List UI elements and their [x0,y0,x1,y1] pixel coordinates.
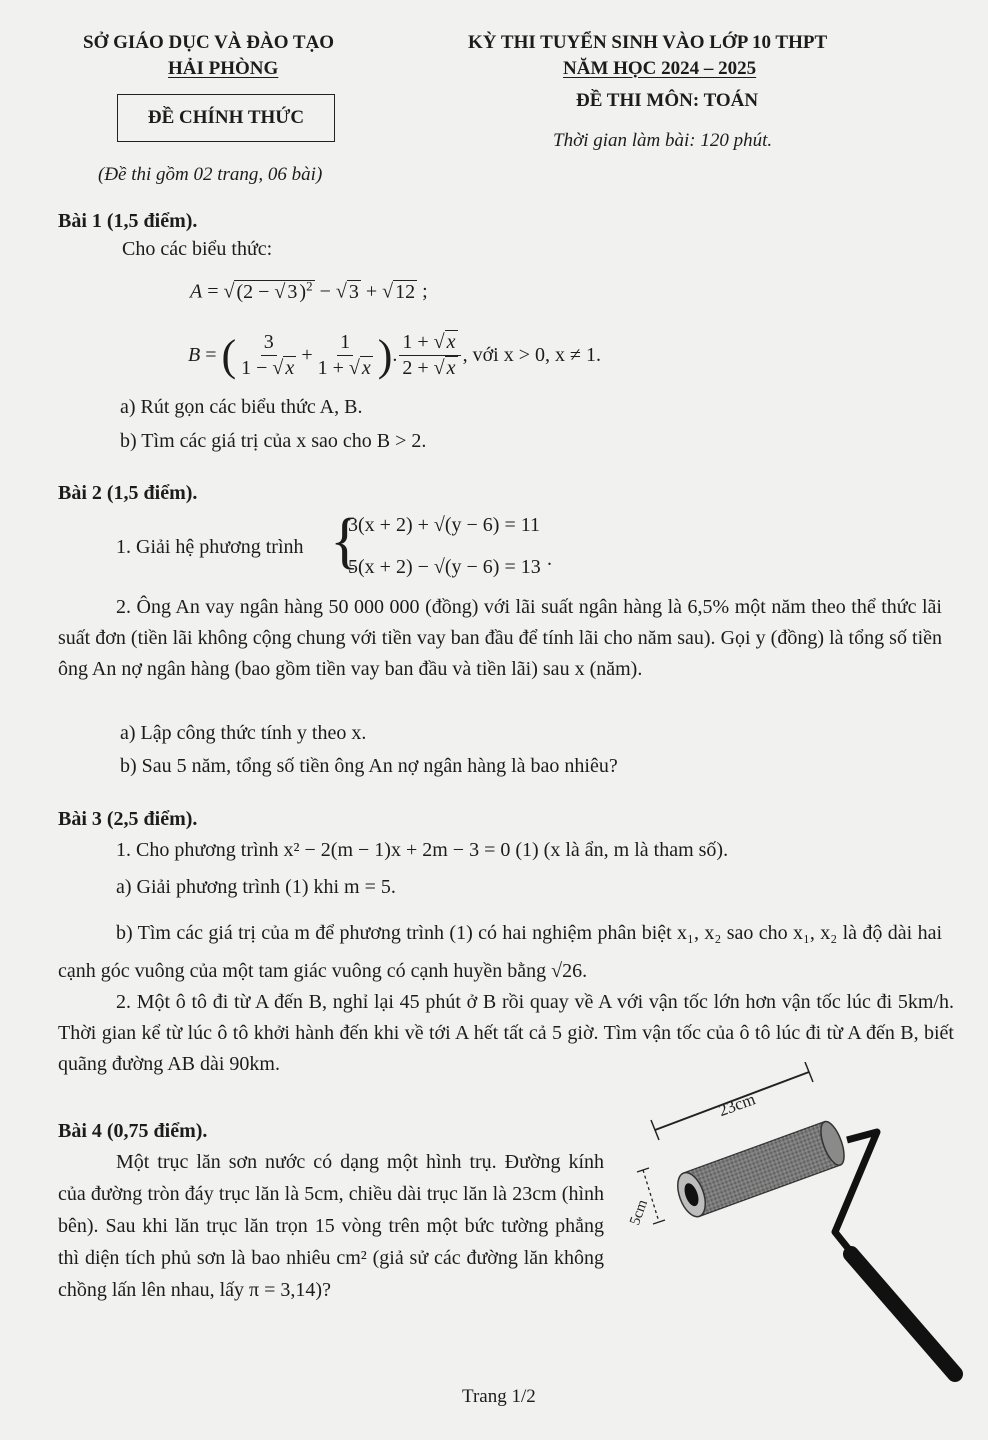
bai2-part-a: a) Lập công thức tính y theo x. [120,722,367,744]
department-name: SỞ GIÁO DỤC VÀ ĐÀO TẠO [83,32,335,53]
bai2-q1: 1. Giải hệ phương trình [116,536,304,558]
bai2-title: Bài 2 (1,5 điểm). [58,482,198,504]
bai2-part-b: b) Sau 5 năm, tổng số tiền ông An nợ ngân hàng là bao nhiêu? [120,755,618,777]
exam-note: (Đề thi gồm 02 trang, 06 bài) [98,164,323,185]
diameter-label: 5cm [627,1197,652,1228]
bai2-q2: 2. Ông An vay ngân hàng 50 000 000 (đồng) với lãi suất ngân hàng là 6,5% một năm theo thể thức lãi suất đơn (tiền lãi không cộng chung với tiền vay ban đầu để tính lãi cho năm sau). Gọi y (đồng) là tổng số tiền ông An nợ ngân hàng (bao gồm tiền vay ban đầu và tiền lãi) sau x (năm). [58,596,942,680]
bai3-part-b: b) Tìm các giá trị của m để phương trình (1) có hai nghiệm phân biệt x₁, x₂ sao cho x₁, x₂ là độ dài hai cạnh góc vuông của một tam giác vuông có cạnh huyền bằng √26. [58,922,942,982]
bai4-title: Bài 4 (0,75 điểm). [58,1120,208,1142]
bai4-text: Một trục lăn sơn nước có dạng một hình trụ. Đường kính của đường tròn đáy trục lăn là 5cm, chiều dài trục lăn là 23cm (hình bên). Sau khi lăn trục lăn trọn 15 vòng trên một bức tường phẳng thì diện tích phủ sơn là bao nhiêu cm² (giả sử các đường lăn không chồng lấn lên nhau, lấy π = 3,14)? [58,1151,604,1301]
exam-time: Thời gian làm bài: 120 phút. [553,130,773,151]
page-number: Trang 1/2 [462,1386,536,1407]
bai1-part-a: a) Rút gọn các biểu thức A, B. [120,396,363,418]
system-period: . [547,548,552,570]
system-eq2: 5(x + 2) − √(y − 6) = 13 [348,556,541,578]
bai1-intro: Cho các biểu thức: [122,238,273,260]
official-box: ĐỀ CHÍNH THỨC [117,94,335,142]
system-eq1: 3(x + 2) + √(y − 6) = 11 [348,514,540,536]
school-year: NĂM HỌC 2024 – 2025 [563,58,757,79]
bai3-q1: 1. Cho phương trình x² − 2(m − 1)x + 2m − 3 = 0 (1) (x là ẩn, m là tham số). [116,839,729,861]
bai1-expression-b: B = ( $\frac{3}{1 - √ x}$ + $\frac{1}{1 + √ x}$ ) . $\frac{1 + √ x}{2 + √ x}$ , với x > 0, x ≠ 1. [188,331,601,380]
bai3-q2: 2. Một ô tô đi từ A đến B, nghỉ lại 45 phút ở B rồi quay về A với vận tốc lớn hơn vận tốc lúc đi 5km/h. Thời gian kể từ lúc ô tô khởi hành đến khi về tới A hết tất cả 5 giờ. Tìm vận tốc của ô tô lúc đi từ A đến B, biết quãng đường AB dài 90km. [58,991,954,1075]
bai1-part-b: b) Tìm các giá trị của x sao cho B > 2. [120,430,427,452]
department-city: HẢI PHÒNG [168,58,279,79]
subject-title: ĐỀ THI MÔN: TOÁN [576,90,759,111]
bai1-expression-a: A = √ (2 − √ 3 )$^2$ − √ 3 + √ 12 ; [190,278,428,303]
paint-roller-figure [615,1062,975,1392]
bai1-title: Bài 1 (1,5 điểm). [58,210,198,232]
exam-title: KỲ THI TUYỂN SINH VÀO LỚP 10 THPT [468,32,828,53]
length-label: 23cm [715,1089,758,1121]
bai3-title: Bài 3 (2,5 điểm). [58,808,198,830]
bai1-condition: , với x > 0, x ≠ 1. [462,344,601,366]
system-brace: { [330,507,360,575]
bai3-part-a: a) Giải phương trình (1) khi m = 5. [116,876,396,898]
